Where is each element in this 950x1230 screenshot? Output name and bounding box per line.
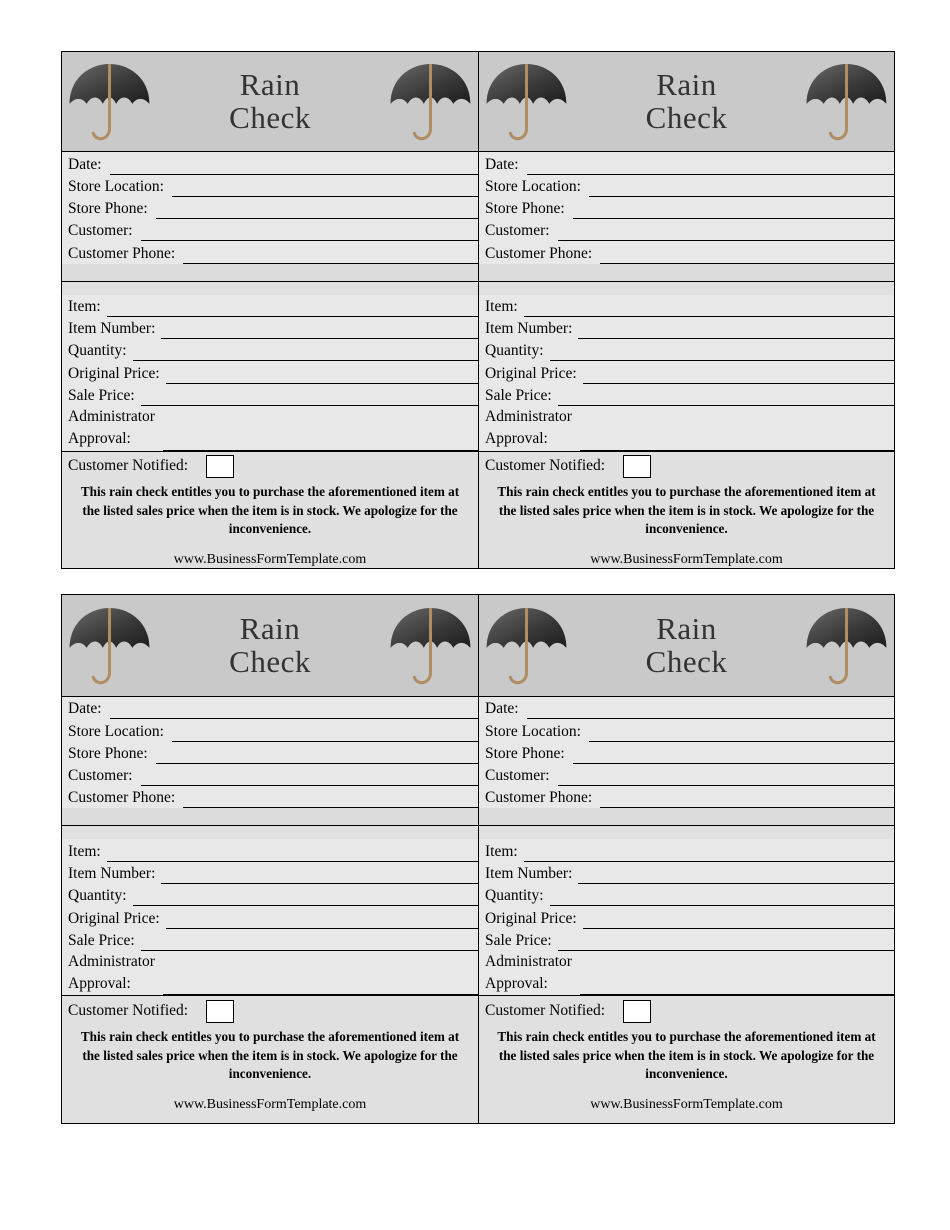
field-row-store-location (479, 175, 894, 197)
field-label-administrator-approval (485, 406, 572, 451)
disclaimer-text: This rain check entitles you to purchase the aforementioned item at the listed sales price when the item is in stock. We apologize for the inconvenience. (497, 484, 876, 536)
field-input-item[interactable] (524, 838, 894, 861)
field-row-store-location (479, 719, 894, 741)
field-row-date (62, 697, 478, 719)
approval-label-line1: Administrator (68, 408, 155, 426)
section-divider-band (62, 808, 478, 826)
field-label-sale-price: Sale Price: (485, 931, 552, 949)
field-row-customer (479, 764, 894, 786)
item-fields (479, 295, 894, 451)
field-row-quantity (479, 884, 894, 906)
field-input-item-number[interactable] (578, 861, 894, 884)
field-input-customer[interactable] (558, 218, 894, 241)
field-label-store-location: Store Location: (485, 722, 581, 740)
field-row-store-location (62, 175, 478, 197)
customer-notified-row (479, 996, 894, 1026)
field-row-item-number (62, 862, 478, 884)
field-label-administrator-approval (68, 406, 155, 451)
field-input-item[interactable] (524, 294, 894, 317)
rain-check-sheet-top (61, 51, 895, 569)
field-label-store-phone: Store Phone: (485, 200, 565, 218)
approval-label-line2: Approval: (68, 975, 131, 993)
field-label-customer-phone: Customer Phone: (485, 789, 593, 807)
approval-label-line1: Administrator (485, 952, 572, 970)
field-row-sale-price (479, 929, 894, 951)
card-header (479, 595, 894, 697)
field-label-original-price: Original Price: (485, 364, 577, 382)
website-footer: www.BusinessFormTemplate.com (590, 551, 783, 567)
field-label-item-number: Item Number: (68, 320, 156, 338)
field-input-customer-phone[interactable] (600, 240, 894, 263)
field-input-administrator-approval[interactable] (163, 950, 478, 996)
disclaimer-text: This rain check entitles you to purchase the aforementioned item at the listed sales price when the item is in stock. We apologize for the inconvenience. (80, 1029, 460, 1081)
field-row-date (62, 152, 478, 174)
customer-notified-checkbox[interactable] (623, 455, 651, 478)
approval-label-line2: Approval: (485, 430, 548, 448)
field-row-store-phone (62, 742, 478, 764)
field-label-date: Date: (485, 155, 519, 173)
field-label-customer: Customer: (485, 767, 550, 785)
field-row-date (479, 152, 894, 174)
contact-fields (62, 152, 478, 263)
field-row-item-number (62, 317, 478, 339)
field-label-item: Item: (485, 297, 518, 315)
rain-check-card-bottom-right (478, 595, 894, 1123)
field-label-item-number: Item Number: (485, 320, 573, 338)
field-row-sale-price (479, 384, 894, 406)
field-input-sale-price[interactable] (558, 928, 894, 951)
field-input-date[interactable] (110, 696, 478, 719)
field-input-customer-phone[interactable] (600, 785, 894, 808)
approval-label-line1: Administrator (485, 408, 572, 426)
approval-label-line1: Administrator (68, 952, 155, 970)
field-row-administrator-approval (62, 406, 478, 451)
umbrella-icon (62, 54, 157, 150)
field-input-original-price[interactable] (583, 905, 894, 928)
field-input-sale-price[interactable] (141, 928, 478, 951)
field-label-customer-phone: Customer Phone: (485, 244, 593, 262)
field-row-quantity (62, 884, 478, 906)
field-row-customer-phone (62, 241, 478, 263)
field-label-customer: Customer: (485, 222, 550, 240)
field-input-customer[interactable] (141, 218, 478, 241)
contact-fields (479, 152, 894, 263)
rain-check-sheet-bottom (61, 594, 895, 1124)
customer-notified-label: Customer Notified: (485, 1002, 606, 1020)
field-row-quantity (62, 339, 478, 361)
field-label-store-phone: Store Phone: (68, 200, 148, 218)
field-row-date (479, 697, 894, 719)
umbrella-icon (479, 54, 574, 150)
field-label-date: Date: (68, 155, 102, 173)
umbrella-icon (383, 598, 478, 694)
disclaimer-text: This rain check entitles you to purchase the aforementioned item at the listed sales price when the item is in stock. We apologize for the inconvenience. (80, 484, 460, 536)
field-input-quantity[interactable] (133, 883, 478, 906)
rain-check-card-top-left (62, 52, 478, 568)
field-input-date[interactable] (527, 151, 894, 174)
umbrella-icon (479, 598, 574, 694)
field-row-administrator-approval (479, 406, 894, 451)
field-label-store-location: Store Location: (68, 722, 164, 740)
field-row-store-phone (479, 197, 894, 219)
customer-notified-label: Customer Notified: (68, 457, 189, 475)
field-input-item[interactable] (107, 294, 478, 317)
field-input-quantity[interactable] (133, 338, 478, 361)
customer-notified-row (62, 452, 478, 482)
field-input-sale-price[interactable] (558, 383, 894, 406)
customer-notified-checkbox[interactable] (206, 1000, 234, 1023)
card-header (62, 52, 478, 152)
field-row-item (479, 839, 894, 861)
field-input-administrator-approval[interactable] (163, 405, 478, 451)
card-title-line2: Check (645, 643, 728, 679)
field-input-administrator-approval[interactable] (580, 950, 894, 996)
field-input-store-location[interactable] (172, 174, 478, 197)
contact-fields (479, 697, 894, 808)
field-label-administrator-approval (485, 951, 572, 996)
field-row-customer-phone (479, 786, 894, 808)
card-title-line1: Rain (656, 610, 717, 646)
field-row-item (479, 295, 894, 317)
card-title (157, 69, 383, 134)
field-row-customer-phone (62, 786, 478, 808)
field-input-store-phone[interactable] (156, 196, 478, 219)
card-title (574, 69, 799, 134)
field-input-sale-price[interactable] (141, 383, 478, 406)
customer-notified-row (62, 996, 478, 1026)
field-label-quantity: Quantity: (68, 887, 127, 905)
field-label-quantity: Quantity: (68, 342, 127, 360)
card-title-line1: Rain (656, 67, 717, 103)
field-row-administrator-approval (62, 951, 478, 996)
customer-notified-label: Customer Notified: (485, 457, 606, 475)
field-label-store-location: Store Location: (68, 177, 164, 195)
website-footer: www.BusinessFormTemplate.com (173, 551, 367, 567)
field-label-administrator-approval (68, 951, 155, 996)
card-title-line2: Check (229, 643, 311, 679)
field-input-customer[interactable] (141, 763, 478, 786)
field-row-sale-price (62, 929, 478, 951)
field-row-administrator-approval (479, 951, 894, 996)
field-label-original-price: Original Price: (68, 909, 160, 927)
approval-label-line2: Approval: (68, 430, 131, 448)
customer-notified-checkbox[interactable] (623, 1000, 651, 1023)
card-title (157, 610, 383, 679)
umbrella-icon (799, 54, 894, 150)
field-input-store-location[interactable] (589, 718, 894, 741)
field-row-original-price (62, 906, 478, 928)
approval-label-line2: Approval: (485, 975, 548, 993)
field-input-customer-phone[interactable] (183, 240, 478, 263)
field-label-item: Item: (68, 842, 101, 860)
field-label-customer-phone: Customer Phone: (68, 244, 176, 262)
field-row-original-price (479, 906, 894, 928)
customer-notified-label: Customer Notified: (68, 1002, 189, 1020)
umbrella-icon (383, 54, 478, 150)
field-label-store-phone: Store Phone: (68, 744, 148, 762)
umbrella-icon (799, 598, 894, 694)
field-row-customer (62, 764, 478, 786)
field-row-customer-phone (479, 241, 894, 263)
field-label-store-location: Store Location: (485, 177, 581, 195)
card-title-line1: Rain (239, 67, 301, 103)
field-input-store-phone[interactable] (573, 196, 894, 219)
item-fields (62, 839, 478, 995)
customer-notified-row (479, 452, 894, 482)
card-header (479, 52, 894, 152)
field-label-quantity: Quantity: (485, 342, 544, 360)
field-row-store-phone (479, 742, 894, 764)
customer-notified-checkbox[interactable] (206, 455, 234, 478)
rain-check-card-bottom-left (62, 595, 478, 1123)
disclaimer-text: This rain check entitles you to purchase the aforementioned item at the listed sales price when the item is in stock. We apologize for the inconvenience. (497, 1029, 876, 1081)
website-footer: www.BusinessFormTemplate.com (590, 1097, 783, 1113)
card-title (574, 610, 799, 679)
field-row-item (62, 295, 478, 317)
field-label-quantity: Quantity: (485, 887, 544, 905)
field-input-customer-phone[interactable] (183, 785, 478, 808)
field-input-original-price[interactable] (166, 905, 478, 928)
field-label-sale-price: Sale Price: (68, 387, 135, 405)
field-label-item-number: Item Number: (68, 865, 156, 883)
field-label-customer-phone: Customer Phone: (68, 789, 176, 807)
field-label-item-number: Item Number: (485, 865, 573, 883)
card-title-line2: Check (229, 99, 311, 135)
field-row-item-number (479, 317, 894, 339)
field-input-original-price[interactable] (583, 360, 894, 383)
field-input-quantity[interactable] (550, 338, 894, 361)
field-row-store-phone (62, 197, 478, 219)
field-label-date: Date: (68, 700, 102, 718)
field-row-store-location (62, 719, 478, 741)
field-label-sale-price: Sale Price: (68, 931, 135, 949)
field-row-item (62, 839, 478, 861)
field-row-quantity (479, 339, 894, 361)
field-label-date: Date: (485, 700, 519, 718)
field-label-sale-price: Sale Price: (485, 387, 552, 405)
field-label-customer: Customer: (68, 222, 133, 240)
section-divider-band (479, 264, 894, 282)
field-row-item-number (479, 862, 894, 884)
field-row-original-price (479, 361, 894, 383)
field-input-store-phone[interactable] (573, 741, 894, 764)
field-input-store-phone[interactable] (156, 741, 478, 764)
field-label-store-phone: Store Phone: (485, 744, 565, 762)
field-label-item: Item: (68, 297, 101, 315)
field-input-customer[interactable] (558, 763, 894, 786)
rain-check-card-top-right (478, 52, 894, 568)
field-label-item: Item: (485, 842, 518, 860)
card-title-line2: Check (645, 99, 728, 135)
field-label-original-price: Original Price: (485, 909, 577, 927)
item-fields (62, 295, 478, 451)
field-input-date[interactable] (110, 151, 478, 174)
section-divider-band (479, 808, 894, 826)
field-input-store-location[interactable] (589, 174, 894, 197)
field-input-item-number[interactable] (578, 316, 894, 339)
field-input-original-price[interactable] (166, 360, 478, 383)
card-header (62, 595, 478, 697)
field-input-item[interactable] (107, 838, 478, 861)
field-label-original-price: Original Price: (68, 364, 160, 382)
card-title-line1: Rain (239, 610, 301, 646)
field-input-date[interactable] (527, 696, 894, 719)
field-row-original-price (62, 361, 478, 383)
field-input-item-number[interactable] (161, 861, 478, 884)
field-row-customer (479, 219, 894, 241)
field-input-item-number[interactable] (161, 316, 478, 339)
field-row-customer (62, 219, 478, 241)
umbrella-icon (62, 598, 157, 694)
contact-fields (62, 697, 478, 808)
field-input-quantity[interactable] (550, 883, 894, 906)
item-fields (479, 839, 894, 995)
section-divider-band (62, 264, 478, 282)
website-footer: www.BusinessFormTemplate.com (173, 1097, 367, 1113)
field-input-store-location[interactable] (172, 718, 478, 741)
field-label-customer: Customer: (68, 767, 133, 785)
field-row-sale-price (62, 384, 478, 406)
field-input-administrator-approval[interactable] (580, 405, 894, 451)
